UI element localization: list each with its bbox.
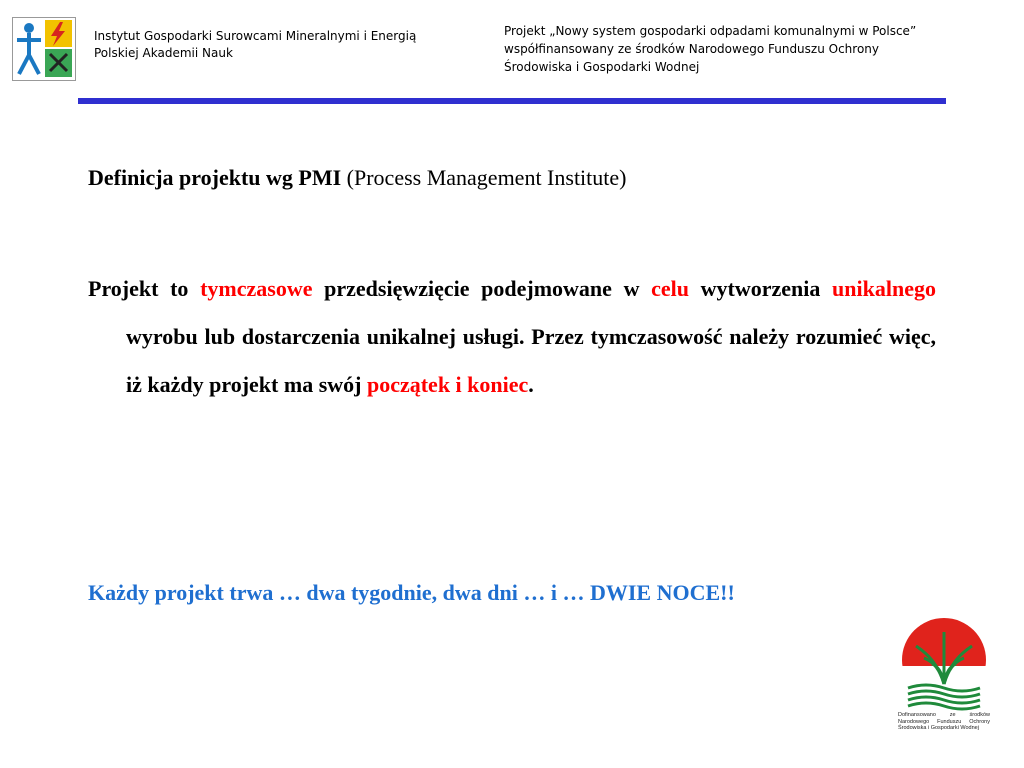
project-note-line-3: Środowiska i Gospodarki Wodnej bbox=[504, 60, 700, 74]
nfosigw-caption: Dofinansowano ze środków Narodowego Funduszu Ochrony Środowiska i Gospodarki Wodnej bbox=[898, 712, 990, 731]
highlight-goal: celu bbox=[651, 276, 689, 301]
definition-title-bold: Definicja projektu wg PMI bbox=[88, 165, 342, 190]
definition-paragraph bbox=[88, 265, 936, 409]
institute-logo-icon bbox=[13, 18, 75, 80]
paragraph-text-3: wytworzenia bbox=[689, 276, 833, 301]
definition-title bbox=[88, 163, 948, 193]
institute-name bbox=[94, 28, 494, 62]
project-note-line-1: Projekt „Nowy system gospodarki odpadami komunalnymi w Polsce” bbox=[504, 24, 917, 38]
header-divider bbox=[78, 98, 946, 104]
project-funding-note bbox=[504, 22, 1004, 76]
nfosigw-logo-icon bbox=[898, 614, 990, 714]
highlight-start-end: początek i koniec bbox=[366, 372, 529, 397]
paragraph-text-4: wyrobu lub dostarczenia unikalnej usługi. Przez tymczasowość należy rozumieć więc, iż każdy projekt ma swój bbox=[126, 324, 936, 397]
institute-name-line-2: Polskiej Akademii Nauk bbox=[94, 46, 233, 60]
paragraph-text-1: Projekt to bbox=[88, 276, 201, 301]
highlight-temporary: tymczasowe bbox=[200, 276, 313, 301]
highlight-unique: unikalnego bbox=[832, 276, 936, 301]
paragraph-text-2: przedsięwzięcie podejmowane w bbox=[312, 276, 652, 301]
paragraph-text-5: . bbox=[528, 372, 534, 397]
institute-name-line-1: Instytut Gospodarki Surowcami Mineralnymi i Energią bbox=[94, 29, 417, 43]
definition-title-normal: (Process Management Institute) bbox=[341, 165, 627, 190]
project-note-line-2: współfinansowany ze środków Narodowego Funduszu Ochrony bbox=[504, 42, 879, 56]
project-duration-joke: Każdy projekt trwa … dwa tygodnie, dwa dni … i … DWIE NOCE!! bbox=[88, 580, 735, 605]
institute-logo bbox=[12, 17, 76, 81]
